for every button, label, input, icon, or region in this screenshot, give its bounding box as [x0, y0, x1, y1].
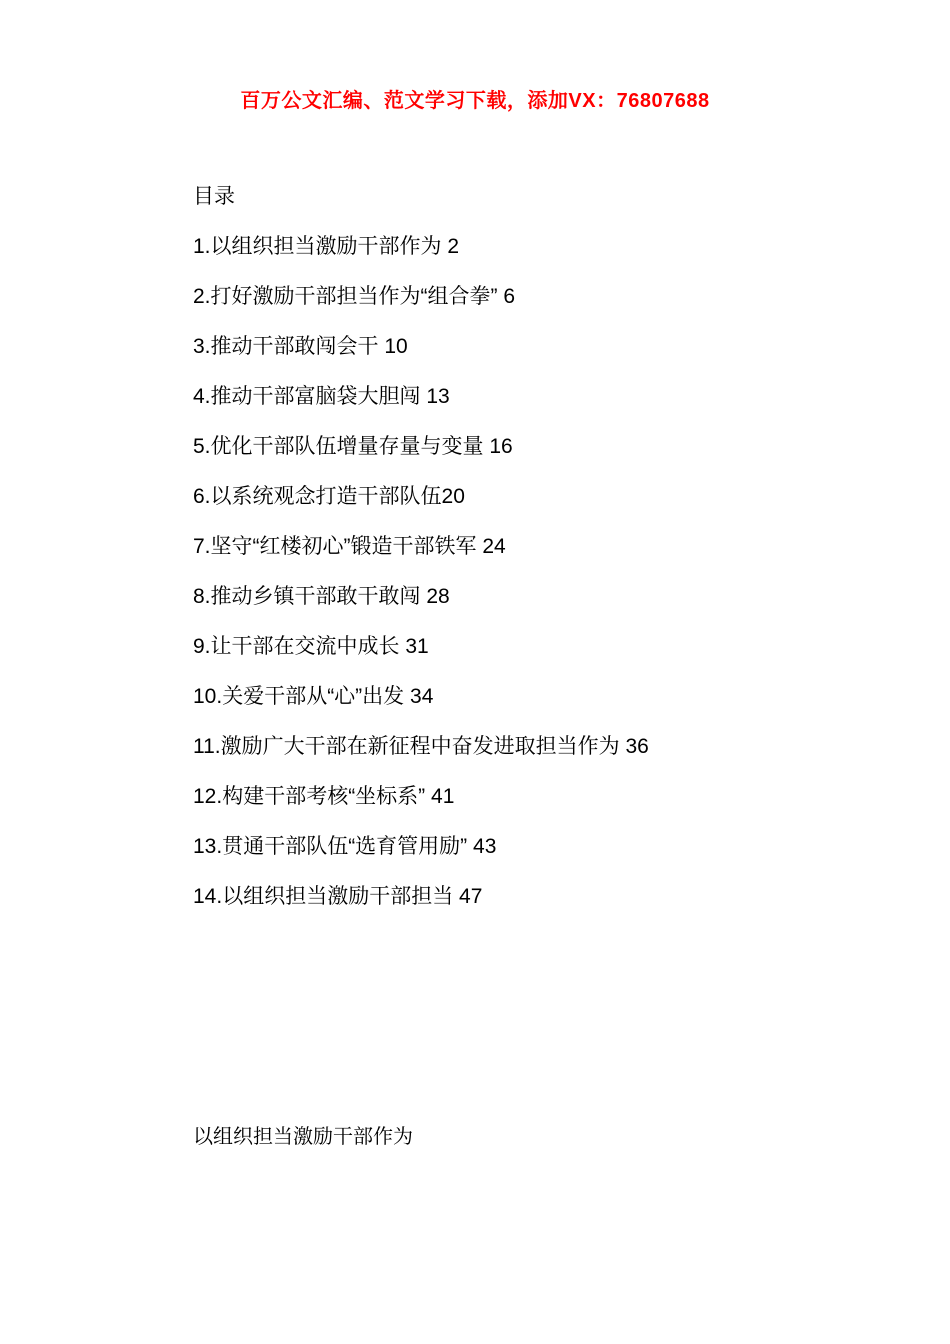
toc-entry-page: 20 [441, 485, 465, 508]
toc-entry-label: 9.让干部在交流中成长 [193, 635, 400, 658]
toc-entry-label: 3.推动干部敢闯会干 [193, 335, 379, 358]
toc-entry-label: 14.以组织担当激励干部担当 [193, 885, 454, 908]
toc-entry-page: 2 [447, 235, 460, 258]
toc-entry-label: 4.推动干部富脑袋大胆闯 [193, 385, 421, 408]
toc-entry[interactable] [193, 872, 893, 922]
toc-entry-page: 6 [503, 285, 516, 308]
toc-entry-page: 31 [405, 635, 429, 658]
toc-entry-page: 10 [384, 335, 408, 358]
document-section-heading: 以组织担当激励干部作为 [193, 1126, 413, 1148]
toc-entry-page: 16 [489, 435, 513, 458]
toc-entry-label: 12.构建干部考核“坐标系” [193, 785, 426, 808]
toc-entry-page: 36 [625, 735, 649, 758]
toc-entry-label: 8.推动乡镇干部敢干敢闯 [193, 585, 421, 608]
toc-entry[interactable] [193, 572, 893, 622]
toc-entry-label: 13.贯通干部队伍“选育管用励” [193, 835, 468, 858]
table-of-contents [193, 172, 893, 922]
toc-entry[interactable] [193, 772, 893, 822]
toc-entry-label: 1.以组织担当激励干部作为 [193, 235, 442, 258]
toc-title: 目录 [193, 185, 235, 208]
toc-entry-page: 34 [410, 685, 434, 708]
toc-entry[interactable] [193, 822, 893, 872]
toc-entry[interactable] [193, 272, 893, 322]
toc-entry-page: 47 [459, 885, 483, 908]
promo-banner: 百万公文汇编、范文学习下载，添加VX：76807688 [240, 90, 710, 112]
toc-entry-page: 13 [426, 385, 450, 408]
toc-entry[interactable] [193, 522, 893, 572]
toc-entry-label: 5.优化干部队伍增量存量与变量 [193, 435, 484, 458]
toc-entry-label: 10.关爱干部从“心”出发 [193, 685, 405, 708]
toc-entry[interactable] [193, 422, 893, 472]
toc-entry[interactable] [193, 222, 893, 272]
toc-list [193, 222, 893, 922]
toc-entry[interactable] [193, 622, 893, 672]
toc-entry-label: 11.激励广大干部在新征程中奋发进取担当作为 [193, 735, 620, 758]
toc-entry-label: 7.坚守“红楼初心”锻造干部铁军 [193, 535, 477, 558]
toc-entry-page: 24 [482, 535, 506, 558]
toc-entry[interactable] [193, 472, 893, 522]
toc-entry-label: 2.打好激励干部担当作为“组合拳” [193, 285, 498, 308]
toc-entry-label: 6.以系统观念打造干部队伍 [193, 485, 442, 508]
toc-entry[interactable] [193, 672, 893, 722]
toc-entry-page: 43 [473, 835, 497, 858]
toc-entry[interactable] [193, 722, 893, 772]
toc-entry[interactable] [193, 372, 893, 422]
toc-entry[interactable] [193, 322, 893, 372]
toc-entry-page: 41 [431, 785, 455, 808]
toc-entry-page: 28 [426, 585, 450, 608]
